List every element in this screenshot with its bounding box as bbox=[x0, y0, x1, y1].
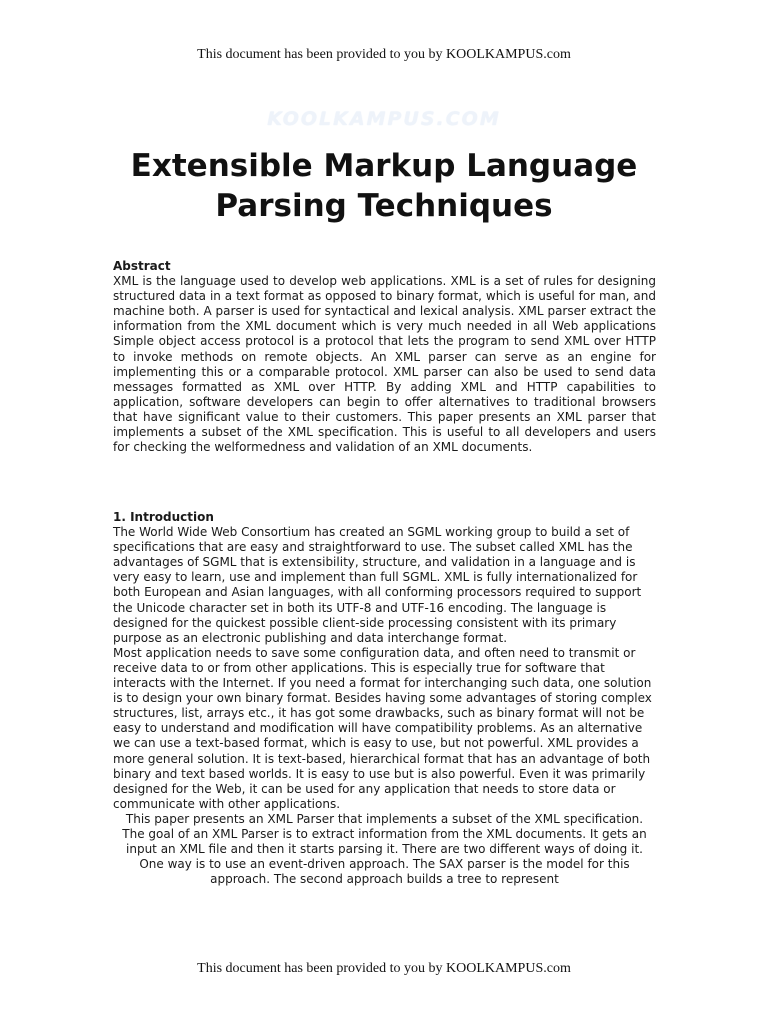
abstract-heading: Abstract bbox=[113, 259, 171, 273]
abstract-body: XML is the language used to develop web applications. XML is a set of rules for designing structured data in a text format as opposed to binary format, which is useful for man, and machine both. A parser is used for syntactical and lexical analysis. XML parser extract the information from the XML document which is very much needed in all Web applications Simple object access protocol is a protocol that lets the program to send XML over HTTP to invoke methods on remote objects. An XML parser can serve as an engine for implementing this or a comparable protocol. XML parser can also be used to send data messages formatted as XML over HTTP. By adding XML and HTTP capabilities to application, software developers can begin to offer alternatives to traditional browsers that have significant value to their customers. This paper presents an XML parser that implements a subset of the XML specification. This is useful to all developers and users for checking the welformedness and validation of an XML documents. bbox=[113, 274, 656, 455]
introduction-paragraph-1: The World Wide Web Consortium has created an SGML working group to build a set of specifications that are easy and straightforward to use. The subset called XML has the advantages of SGML that is extensibility, structure, and validation in a language and is very easy to learn, use and implement than full SGML. XML is fully internationalized for both European and Asian languages, with all conforming processors required to support the Unicode character set in both its UTF-8 and UTF-16 encoding. The language is designed for the quickest possible client-side processing consistent with its primary purpose as an electronic publishing and data interchange format. bbox=[113, 525, 642, 645]
title-line-2: Parsing Techniques bbox=[215, 188, 553, 224]
introduction-section bbox=[113, 510, 656, 887]
introduction-heading: 1. Introduction bbox=[113, 510, 214, 524]
abstract-section bbox=[113, 259, 656, 455]
page-footer: This document has been provided to you by KOOLKAMPUS.com bbox=[197, 961, 571, 976]
title-line-1: Extensible Markup Language bbox=[130, 148, 638, 184]
page-header: This document has been provided to you by KOOLKAMPUS.com bbox=[197, 47, 571, 62]
watermark-logo: KOOLKAMPUS.COM bbox=[267, 108, 501, 130]
introduction-paragraph-2: Most application needs to save some configuration data, and often need to transmit or receive data to or from other applications. This is especially true for software that interacts with the Internet. If you need a format for interchanging such data, one solution is to design your own binary format. Besides having some advantages of storing complex structures, list, arrays etc., it has got some drawbacks, such as binary format will not be easy to understand and modification will have compatibility problems. As an alternative we can use a text-based format, which is easy to use, but not powerful. XML provides a more general solution. It is text-based, hierarchical format that has an advantage of both binary and text based worlds. It is easy to use but is also powerful. Even it was primarily designed for the Web, it can be used for any application that needs to store data or communicate with other applications. bbox=[113, 645, 652, 811]
introduction-paragraph-3: This paper presents an XML Parser that implements a subset of the XML specification. The goal of an XML Parser is to extract information from the XML documents. It gets an input an XML file and then it starts parsing it. There are two different ways of doing it. One way is to use an event-driven approach. The SAX parser is the model for this approach. The second approach builds a tree to represent bbox=[122, 811, 647, 887]
document-title bbox=[0, 146, 768, 226]
